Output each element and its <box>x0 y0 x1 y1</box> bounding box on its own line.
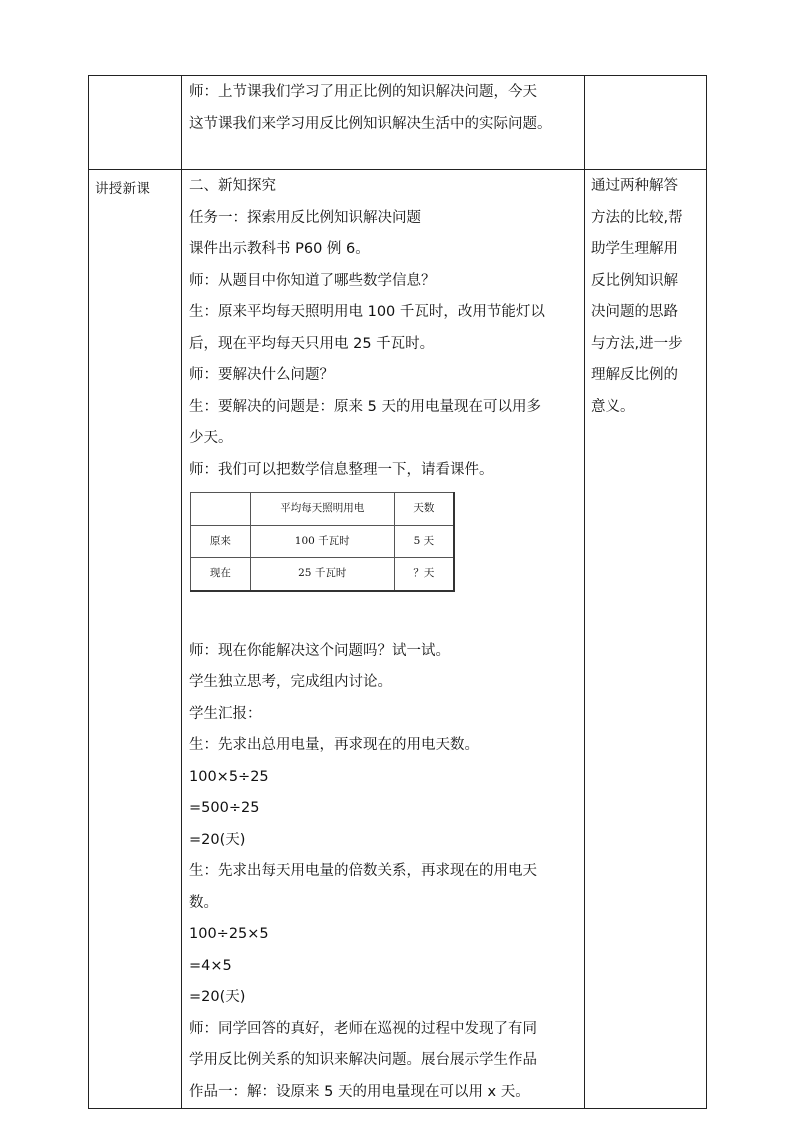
formula-line: =20(天) <box>189 989 246 1005</box>
content-line: 生：要解决的问题是：原来 5 天的用电量现在可以用多 <box>189 398 541 415</box>
content-line: 师：同学回答的真好，老师在巡视的过程中发现了有同 <box>189 1020 537 1037</box>
info-cell: 现在 <box>191 558 251 591</box>
lesson-plan-table <box>88 75 707 1109</box>
note-line: 方法的比较,帮 <box>591 209 683 226</box>
intro-note-cell <box>585 76 707 170</box>
note-line: 助学生理解用 <box>591 241 678 257</box>
info-cell: 25 千瓦时 <box>250 558 394 591</box>
formula-line: =500÷25 <box>189 800 260 816</box>
intro-content-cell <box>182 76 585 170</box>
note-line: 理解反比例的 <box>591 367 678 383</box>
design-note-cell <box>585 170 707 1109</box>
content-line: 师：要解决什么问题？ <box>189 367 334 383</box>
info-table-row <box>191 558 455 591</box>
info-table-header-row <box>191 493 455 526</box>
content-line: 二、新知探究 <box>189 178 276 194</box>
formula-line: =4×5 <box>189 957 232 974</box>
content-line: 数。 <box>189 894 218 911</box>
electricity-info-table <box>190 492 455 592</box>
intro-line: 师：上节课我们学习了用正比例的知识解决问题，今天 <box>189 84 537 100</box>
main-content-cell <box>182 170 585 1109</box>
info-cell: 原来 <box>191 525 251 558</box>
intro-stage-cell <box>89 76 182 170</box>
content-line: 作品一：解：设原来 5 天的用电量现在可以用 x 天。 <box>189 1083 530 1100</box>
note-line: 与方法,进一步 <box>591 335 683 352</box>
intro-line: 这节课我们来学习用反比例知识解决生活中的实际问题。 <box>189 115 552 132</box>
content-line: 生：原来平均每天照明用电 100 千瓦时，改用节能灯以 <box>189 304 545 320</box>
info-header-cell: 天数 <box>394 493 454 526</box>
note-line: 意义。 <box>591 398 635 415</box>
intro-row <box>89 76 707 170</box>
content-line: 生：先求出总用电量，再求现在的用电天数。 <box>189 737 479 753</box>
content-line: 生：先求出每天用电量的倍数关系，再求现在的用电天 <box>189 863 537 879</box>
note-line: 决问题的思路 <box>591 304 678 320</box>
formula-line: =20(天) <box>189 831 246 848</box>
content-line: 学生独立思考，完成组内讨论。 <box>189 674 392 690</box>
new-lesson-row <box>89 170 707 1109</box>
info-cell: ？天 <box>394 558 454 591</box>
info-header-cell <box>191 493 251 526</box>
content-line: 学生汇报： <box>189 705 262 722</box>
content-line: 少天。 <box>189 430 233 446</box>
note-line: 通过两种解答 <box>591 178 678 194</box>
stage-cell <box>89 170 182 1109</box>
info-header-cell: 平均每天照明用电 <box>250 493 394 526</box>
content-line: 后，现在平均每天只用电 25 千瓦时。 <box>189 335 435 352</box>
formula-line: 100÷25×5 <box>189 926 269 942</box>
content-line: 师：我们可以把数学信息整理一下，请看课件。 <box>189 461 494 478</box>
info-table-row <box>191 525 455 558</box>
info-cell: 100 千瓦时 <box>250 525 394 558</box>
info-cell: 5 天 <box>394 525 454 558</box>
stage-label: 讲授新课 <box>95 181 151 197</box>
content-line: 师：现在你能解决这个问题吗？试一试。 <box>189 642 450 659</box>
content-line: 学用反比例关系的知识来解决问题。展台展示学生作品 <box>189 1052 537 1068</box>
formula-line: 100×5÷25 <box>189 768 269 785</box>
content-line: 师：从题目中你知道了哪些数学信息？ <box>189 272 436 289</box>
content-line: 任务一：探索用反比例知识解决问题 <box>189 209 421 226</box>
note-line: 反比例知识解 <box>591 272 678 289</box>
content-line: 课件出示教科书 P60 例 6。 <box>189 241 370 257</box>
